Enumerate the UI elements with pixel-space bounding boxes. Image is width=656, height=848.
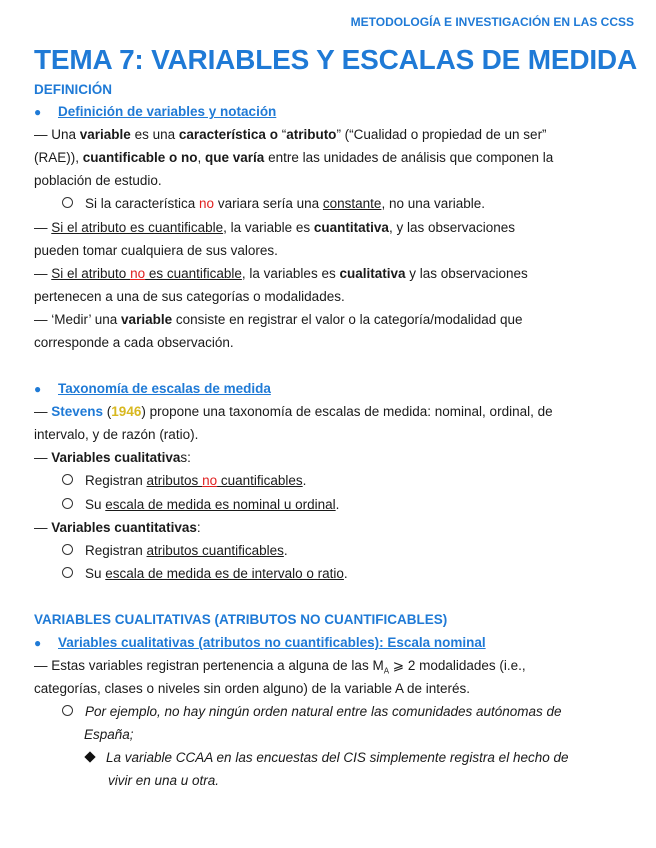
section-heading-definicion: DEFINICIÓN [34,82,113,97]
text-line: — ‘Medir’ una variable consiste en registrar el valor o la categoría/modalidad que [34,312,523,327]
sub-item: Si la característica no variara sería una constante, no una variable. [62,196,485,212]
circle-bullet-icon [62,474,73,485]
running-header: METODOLOGÍA E INVESTIGACIÓN EN LAS CCSS [350,15,634,29]
circle-bullet-icon [62,197,73,208]
bullet-dot-icon: ● [34,636,42,650]
circle-bullet-icon [62,498,73,509]
diamond-bullet-icon [84,751,95,762]
page-title: TEMA 7: VARIABLES Y ESCALAS DE MEDIDA [34,44,637,75]
text-line: — Si el atributo no es cuantificable, la variables es cualitativa y las observaciones [34,266,528,281]
text-line: — Variables cuantitativas: [34,520,201,535]
bullet-label: Variables cualitativas (atributos no cuantificables): Escala nominal [58,635,486,650]
text-line: — Stevens (1946) propone una taxonomía de escalas de medida: nominal, ordinal, de [34,404,553,419]
bullet-definicion [34,104,276,119]
circle-bullet-icon [62,567,73,578]
text-line: (RAE)), cuantificable o no, que varía entre las unidades de análisis que componen la [34,150,554,165]
bullet-dot-icon: ● [34,105,42,119]
text-line: — Variables cualitativas: [34,450,191,465]
sub-item: Registran atributos no cuantificables. [62,473,306,489]
circle-bullet-icon [62,544,73,555]
bullet-label: Taxonomía de escalas de medida [58,381,271,396]
section-heading-cualitativas: VARIABLES CUALITATIVAS (ATRIBUTOS NO CUANTIFICABLES) [34,612,448,627]
bullet-dot-icon: ● [34,382,42,396]
text-line: corresponde a cada observación. [34,335,234,350]
text-line: intervalo, y de razón (ratio). [34,427,199,442]
text-line: — Una variable es una característica o “atributo” (“Cualidad o propiedad de un ser” [34,127,547,142]
text-line: categorías, clases o niveles sin orden alguno) de la variable A de interés. [34,681,471,696]
sub-item-example: Por ejemplo, no hay ningún orden natural entre las comunidades autónomas de [62,704,562,720]
text-line: población de estudio. [34,173,162,188]
sub-item: Su escala de medida es nominal u ordinal. [62,497,339,513]
bullet-taxonomia [34,381,271,396]
sub-sub-item: La variable CCAA en las encuestas del CIS simplemente registra el hecho de [86,750,569,766]
bullet-escala-nominal [34,635,486,650]
sub-item: Registran atributos cuantificables. [62,543,288,559]
text-line: pertenecen a una de sus categorías o modalidades. [34,289,345,304]
text-line: — Si el atributo es cuantificable, la variable es cuantitativa, y las observaciones [34,220,516,235]
text-line: — Estas variables registran pertenencia a alguna de las $M_A$ ⩾ 2 modalidades (i.e., [34,658,526,676]
text-line: España; [84,727,134,742]
text-line: vivir en una u otra. [108,773,220,788]
sub-item: Su escala de medida es de intervalo o ratio. [62,566,348,582]
circle-bullet-icon [62,705,73,716]
bullet-label: Definición de variables y notación [58,104,277,119]
text-line: pueden tomar cualquiera de sus valores. [34,243,278,258]
